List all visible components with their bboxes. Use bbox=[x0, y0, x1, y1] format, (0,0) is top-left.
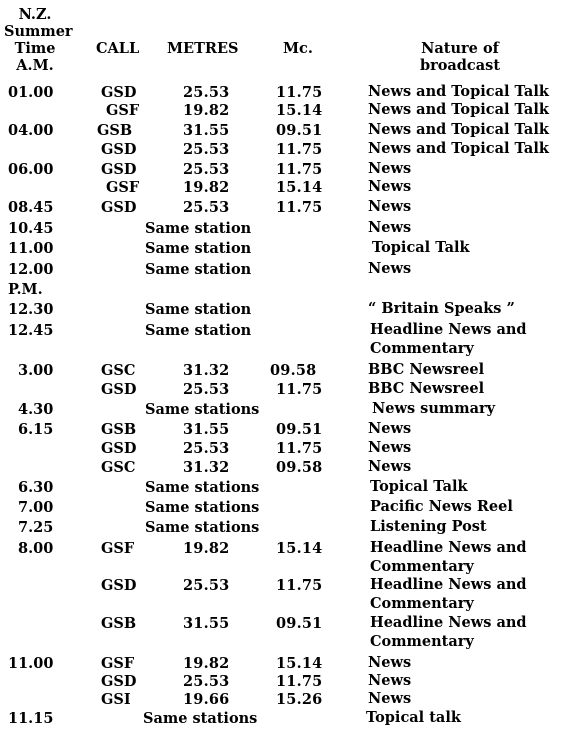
row-metres: 19.66 bbox=[183, 691, 230, 708]
row-same-station: Same stations bbox=[145, 499, 260, 516]
row-same-station: Same station bbox=[145, 240, 252, 257]
row-call: GSD bbox=[101, 381, 137, 398]
row-mc: 15.14 bbox=[276, 179, 323, 196]
row-time: 12.45 bbox=[8, 322, 54, 339]
row-nature: BBC Newsreel bbox=[368, 361, 485, 378]
row-call: GSB bbox=[101, 421, 137, 438]
row-call: GSC bbox=[101, 459, 136, 476]
row-nature: Pacific News Reel bbox=[370, 498, 513, 515]
row-nature: News and Topical Talk bbox=[368, 83, 549, 100]
row-mc: 15.14 bbox=[276, 655, 323, 672]
row-mc: 11.75 bbox=[276, 199, 323, 216]
row-nature: News bbox=[368, 439, 412, 456]
row-mc: 11.75 bbox=[276, 673, 323, 690]
row-call: GSF bbox=[101, 540, 135, 557]
row-mc: 15.14 bbox=[276, 540, 323, 557]
row-time: 12.00 bbox=[8, 261, 54, 278]
row-call: GSF bbox=[106, 179, 140, 196]
row-nature: Topical Talk bbox=[372, 239, 470, 256]
header-mc: Mc. bbox=[283, 40, 313, 57]
row-call: GSF bbox=[106, 102, 140, 119]
row-call: GSD bbox=[101, 141, 137, 158]
row-time: 6.15 bbox=[18, 421, 54, 438]
row-mc: 11.75 bbox=[276, 440, 323, 457]
row-same-station: Same station bbox=[145, 220, 252, 237]
row-call: GSD bbox=[101, 161, 137, 178]
row-mc: 09.58 bbox=[276, 459, 323, 476]
row-metres: 25.53 bbox=[183, 161, 230, 178]
row-call: GSB bbox=[97, 122, 133, 139]
header-call: CALL bbox=[96, 40, 140, 57]
row-metres: 19.82 bbox=[183, 540, 230, 557]
row-mc: 09.58 bbox=[270, 362, 317, 379]
row-same-station: Same station bbox=[145, 301, 252, 318]
row-time: 4.30 bbox=[18, 401, 54, 418]
row-metres: 25.53 bbox=[183, 673, 230, 690]
row-mc: 11.75 bbox=[276, 141, 323, 158]
header-metres: METRES bbox=[167, 40, 239, 57]
row-call: GSI bbox=[101, 691, 131, 708]
row-call: GSF bbox=[101, 655, 135, 672]
row-time: 11.15 bbox=[8, 710, 54, 727]
row-nature: Topical Talk bbox=[370, 478, 468, 495]
row-mc: 11.75 bbox=[276, 84, 323, 101]
row-time: 7.00 bbox=[18, 499, 54, 516]
row-nature: Headline News and Commentary bbox=[370, 539, 527, 575]
row-nature: Headline News and Commentary bbox=[370, 321, 527, 357]
row-call: GSD bbox=[101, 577, 137, 594]
row-nature: News bbox=[368, 420, 412, 437]
row-time: 6.30 bbox=[18, 479, 54, 496]
row-nature: BBC Newsreel bbox=[368, 380, 485, 397]
row-time: 10.45 bbox=[8, 220, 54, 237]
row-mc: 09.51 bbox=[276, 421, 323, 438]
row-metres: 31.55 bbox=[183, 421, 230, 438]
row-time: 11.00 bbox=[8, 240, 54, 257]
row-metres: 25.53 bbox=[183, 199, 230, 216]
row-nature: Headline News and Commentary bbox=[370, 614, 527, 650]
row-call: GSD bbox=[101, 199, 137, 216]
row-same-station: Same station bbox=[145, 261, 252, 278]
row-nature: News bbox=[368, 672, 412, 689]
row-metres: 25.53 bbox=[183, 577, 230, 594]
row-nature: News bbox=[368, 654, 412, 671]
row-mc: 11.75 bbox=[276, 577, 323, 594]
row-mc: 11.75 bbox=[276, 381, 323, 398]
row-time: 8.00 bbox=[18, 540, 54, 557]
row-nature: Topical talk bbox=[366, 709, 461, 726]
row-nature: News bbox=[368, 178, 412, 195]
row-nature: News and Topical Talk bbox=[368, 140, 549, 157]
row-time: 04.00 bbox=[8, 122, 54, 139]
row-metres: 19.82 bbox=[183, 179, 230, 196]
row-same-station: Same stations bbox=[145, 479, 260, 496]
row-time: 01.00 bbox=[8, 84, 54, 101]
row-nature: News bbox=[368, 160, 412, 177]
row-nature: News and Topical Talk bbox=[368, 121, 549, 138]
header-nature: Nature of broadcast bbox=[419, 40, 501, 74]
row-metres: 31.32 bbox=[183, 362, 230, 379]
row-mc: 09.51 bbox=[276, 615, 323, 632]
row-call: GSD bbox=[101, 440, 137, 457]
row-nature: News summary bbox=[372, 400, 496, 417]
row-time: 06.00 bbox=[8, 161, 54, 178]
row-nature: News bbox=[368, 690, 412, 707]
row-mc: 15.14 bbox=[276, 102, 323, 119]
row-time: 11.00 bbox=[8, 655, 54, 672]
row-time: 08.45 bbox=[8, 199, 54, 216]
row-call: GSD bbox=[101, 84, 137, 101]
row-same-station: Same stations bbox=[143, 710, 258, 727]
row-metres: 19.82 bbox=[183, 655, 230, 672]
row-same-station: Same stations bbox=[145, 519, 260, 536]
row-same-station: Same stations bbox=[145, 401, 260, 418]
row-metres: 25.53 bbox=[183, 84, 230, 101]
row-nature: Listening Post bbox=[370, 518, 487, 535]
row-nature: News and Topical Talk bbox=[368, 101, 549, 118]
row-mc: 11.75 bbox=[276, 161, 323, 178]
header-nz-time: N.Z. Summer Time A.M. bbox=[4, 6, 73, 74]
row-nature: Headline News and Commentary bbox=[370, 576, 527, 612]
row-same-station: Same station bbox=[145, 322, 252, 339]
row-nature: “ Britain Speaks ” bbox=[368, 300, 515, 317]
row-time: 7.25 bbox=[18, 519, 54, 536]
row-nature: News bbox=[368, 260, 412, 277]
row-nature: News bbox=[368, 198, 412, 215]
row-call: GSB bbox=[101, 615, 137, 632]
row-metres: 25.53 bbox=[183, 440, 230, 457]
row-metres: 25.53 bbox=[183, 381, 230, 398]
row-call: GSD bbox=[101, 673, 137, 690]
section-pm-label: P.M. bbox=[8, 281, 43, 298]
row-nature: News bbox=[368, 458, 412, 475]
row-metres: 31.32 bbox=[183, 459, 230, 476]
row-nature: News bbox=[368, 219, 412, 236]
row-time: 12.30 bbox=[8, 301, 54, 318]
row-metres: 31.55 bbox=[183, 122, 230, 139]
row-call: GSC bbox=[101, 362, 136, 379]
row-metres: 31.55 bbox=[183, 615, 230, 632]
row-metres: 25.53 bbox=[183, 141, 230, 158]
row-time: 3.00 bbox=[18, 362, 54, 379]
row-mc: 15.26 bbox=[276, 691, 323, 708]
row-mc: 09.51 bbox=[276, 122, 323, 139]
row-metres: 19.82 bbox=[183, 102, 230, 119]
